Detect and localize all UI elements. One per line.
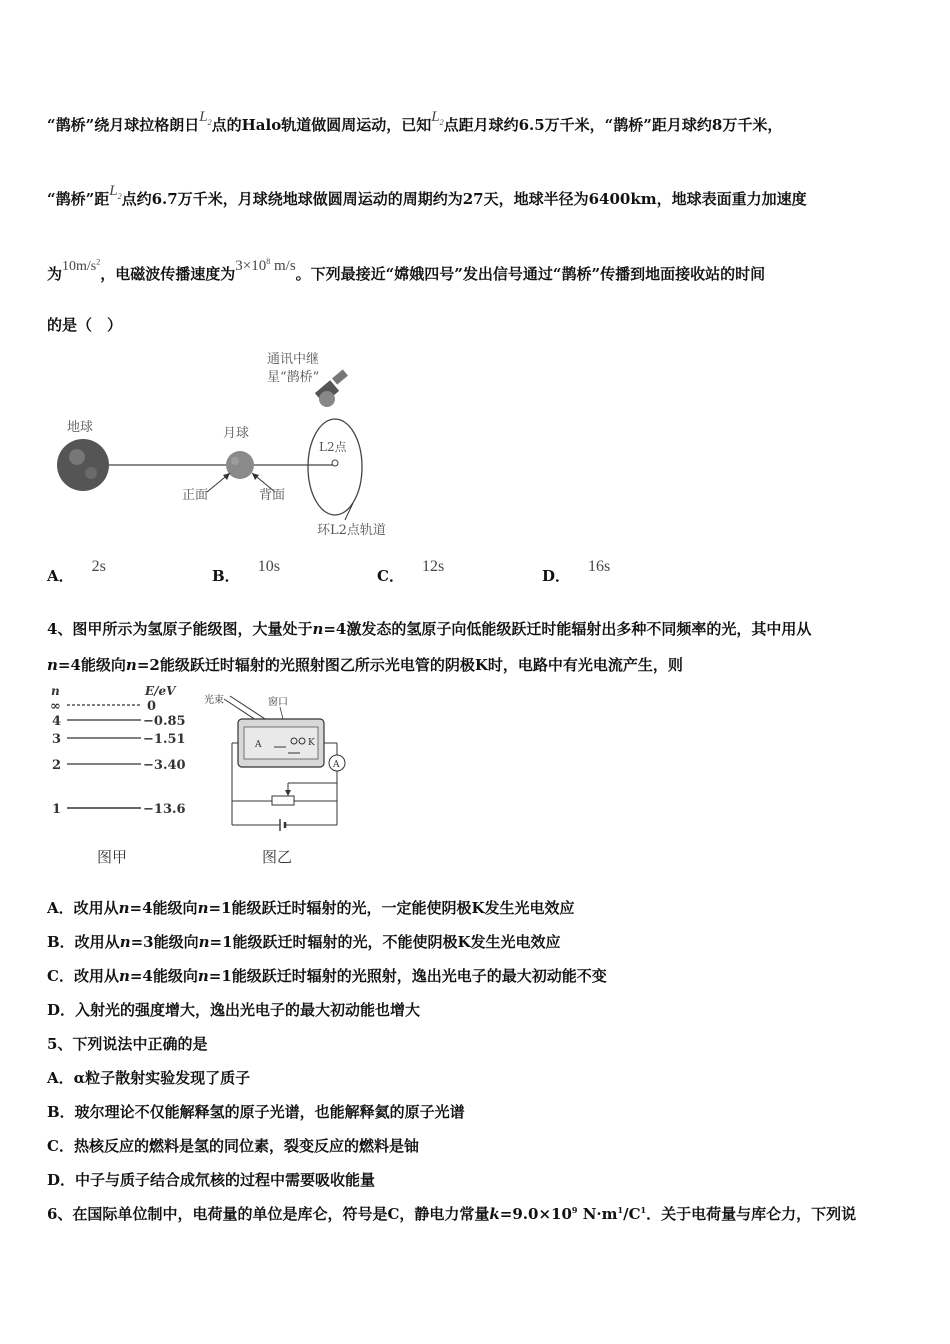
fig-jia-caption: 图甲 (97, 848, 128, 866)
text: =2能级跃迁时辐射的光照射图乙所示光电管的阴极K时，电路中有光电流产生，则 (136, 656, 683, 674)
c-value (235, 258, 295, 274)
option-value: 2s (91, 558, 106, 575)
text: 6、在国际单位制中，电荷量的单位是库仑，符号是C，静电力常量 (47, 1205, 490, 1223)
q4-option-a[interactable] (47, 897, 575, 918)
text: =4能级向 (129, 899, 198, 917)
text: A．改用从 (47, 899, 119, 917)
text: 点距月球约6.5万千米，“鹊桥”距月球约8万千米， (443, 116, 783, 134)
q3-line-4: 的是（ ） (47, 316, 123, 334)
satellite-icon (315, 369, 348, 407)
photoelectric-circuit-diagram (200, 683, 355, 868)
q4-option-b[interactable] (47, 931, 561, 952)
moon-label: 月球 (223, 426, 250, 441)
q4-option-c[interactable] (47, 965, 607, 986)
q3-line-1 (47, 109, 783, 136)
q5-option-c[interactable]: C．热核反应的燃料是氢的同位素，裂变反应的燃料是铀 (47, 1137, 419, 1155)
c-unit: m/s (270, 258, 296, 274)
level-e: −3.40 (143, 758, 186, 773)
level-n: 3 (52, 732, 62, 747)
option-d[interactable] (542, 558, 611, 586)
text: =1能级跃迁时辐射的光照射，逸出光电子的最大初动能不变 (208, 967, 607, 985)
text: /C (623, 1205, 641, 1223)
level-e: −13.6 (143, 802, 186, 817)
level-n: 4 (52, 714, 62, 729)
q3-line-2 (47, 183, 807, 210)
text: ，电磁波传播速度为 (100, 265, 236, 283)
text: =4能级向 (129, 967, 198, 985)
n-var: n (198, 933, 210, 951)
exp: 1 (617, 1205, 624, 1215)
text: =4激发态的氢原子向低能级跃迁时能辐射出多种不同频率的光，其中用从 (323, 620, 812, 638)
cathode-label: K (308, 738, 315, 748)
L2-letter: L (199, 109, 208, 125)
L2-letter: L (431, 109, 440, 125)
option-a[interactable] (47, 558, 106, 586)
ammeter-label: A (333, 760, 340, 770)
c-exp: 8 (266, 257, 271, 266)
text: B．改用从 (47, 933, 120, 951)
g-value (62, 259, 100, 274)
q4-line-2 (47, 654, 683, 675)
text: =9.0×10 (499, 1205, 572, 1223)
n-var: n (197, 899, 209, 917)
q4-option-d[interactable]: D．入射光的强度增大，逸出光电子的最大初动能也增大 (47, 1001, 421, 1019)
q5-option-a[interactable]: A．α粒子散射实验发现了质子 (47, 1069, 251, 1087)
g-text: 10m/s (62, 259, 97, 274)
rheostat-icon (272, 796, 294, 805)
option-letter: C． (377, 567, 404, 585)
text: 点约6.7万千米，月球绕地球做圆周运动的周期约为27天，地球半径为6400km，地球表面重力加速度 (121, 190, 807, 208)
level-n: 1 (52, 802, 62, 817)
e-header: E/eV (145, 684, 176, 698)
n-var: n (197, 967, 209, 985)
anode-label: A (255, 740, 262, 750)
option-value: 16s (588, 558, 611, 575)
relay-label-1: 通讯中继 (267, 352, 320, 367)
l2-label: L2点 (319, 440, 347, 454)
level-e: −0.85 (143, 714, 186, 729)
option-value: 12s (421, 558, 445, 575)
option-b[interactable] (212, 558, 280, 586)
L2-sub: 2 (439, 118, 444, 127)
k-var: k (489, 1205, 500, 1223)
option-value: 10s (257, 558, 280, 575)
c-text: 3×10 (235, 258, 267, 274)
text: “鹊桥”绕月球拉格朗日 (47, 116, 200, 134)
text: =1能级跃迁时辐射的光，不能使阴极K发生光电效应 (209, 933, 561, 951)
fig-yi-caption: 图乙 (262, 848, 293, 866)
q4-line-1 (47, 618, 811, 639)
option-letter: D． (542, 567, 571, 585)
exp: 1 (640, 1205, 647, 1215)
option-letter: B． (212, 567, 240, 585)
L2-symbol (109, 183, 121, 199)
text: =4能级向 (57, 656, 126, 674)
text: 。下列最接近“嫦娥四号”发出信号通过“鹊桥”传播到地面接收站的时间 (295, 265, 766, 283)
level-n: 2 (52, 758, 62, 773)
n-var: n (119, 933, 131, 951)
exp: 9 (571, 1205, 578, 1215)
level-e: −1.51 (143, 732, 186, 747)
text: C．改用从 (47, 967, 119, 985)
q5-stem: 5、下列说法中正确的是 (47, 1035, 208, 1053)
q6-stem (47, 1203, 856, 1224)
option-c[interactable] (377, 558, 445, 586)
L2-letter: L (109, 183, 118, 199)
q5-option-d[interactable]: D．中子与质子结合成氘核的过程中需要吸收能量 (47, 1171, 376, 1189)
q5-option-b[interactable]: B．玻尔理论不仅能解释氢的原子光谱，也能解释氦的原子光谱 (47, 1103, 465, 1121)
text: =1能级跃迁时辐射的光，一定能使阴极K发生光电效应 (208, 899, 575, 917)
text: 点的Halo轨道做圆周运动，已知 (211, 116, 432, 134)
moon-image (226, 451, 254, 479)
relay-label-2: 星“鹊桥” (267, 370, 320, 385)
l2-orbit-ellipse (308, 419, 362, 515)
L2-sub: 2 (207, 118, 212, 127)
energy-level-diagram (45, 683, 195, 868)
n-var: n (125, 656, 137, 674)
text: ．关于电荷量与库仑力，下列说 (646, 1205, 857, 1223)
L2-sub: 2 (117, 192, 122, 201)
text: “鹊桥”距 (47, 190, 110, 208)
q3-line-3 (47, 257, 766, 284)
n-var: n (312, 620, 324, 638)
n-var: n (118, 967, 130, 985)
earth-moon-l2-figure (45, 345, 415, 545)
L2-symbol (431, 109, 443, 125)
option-letter: A． (47, 567, 74, 585)
level-n: ∞ (50, 699, 61, 714)
l2-point (332, 460, 338, 466)
window-label: 窗口 (268, 697, 288, 708)
earth-image (57, 439, 109, 491)
text: N·m (577, 1205, 618, 1223)
level-e: 0 (147, 699, 157, 714)
text: =3能级向 (130, 933, 199, 951)
text: 4、图甲所示为氢原子能级图，大量处于 (47, 620, 313, 638)
earth-label: 地球 (67, 420, 94, 435)
orbit-label: 环L2点轨道 (317, 523, 386, 538)
back-label: 背面 (259, 488, 286, 503)
beam-label: 光束 (204, 695, 224, 706)
text: 为 (47, 265, 63, 283)
n-header: n (51, 684, 60, 698)
L2-symbol (199, 109, 211, 125)
front-label: 正面 (182, 488, 209, 503)
n-var: n (47, 656, 58, 674)
g-exp: 2 (96, 257, 101, 267)
n-var: n (118, 899, 130, 917)
